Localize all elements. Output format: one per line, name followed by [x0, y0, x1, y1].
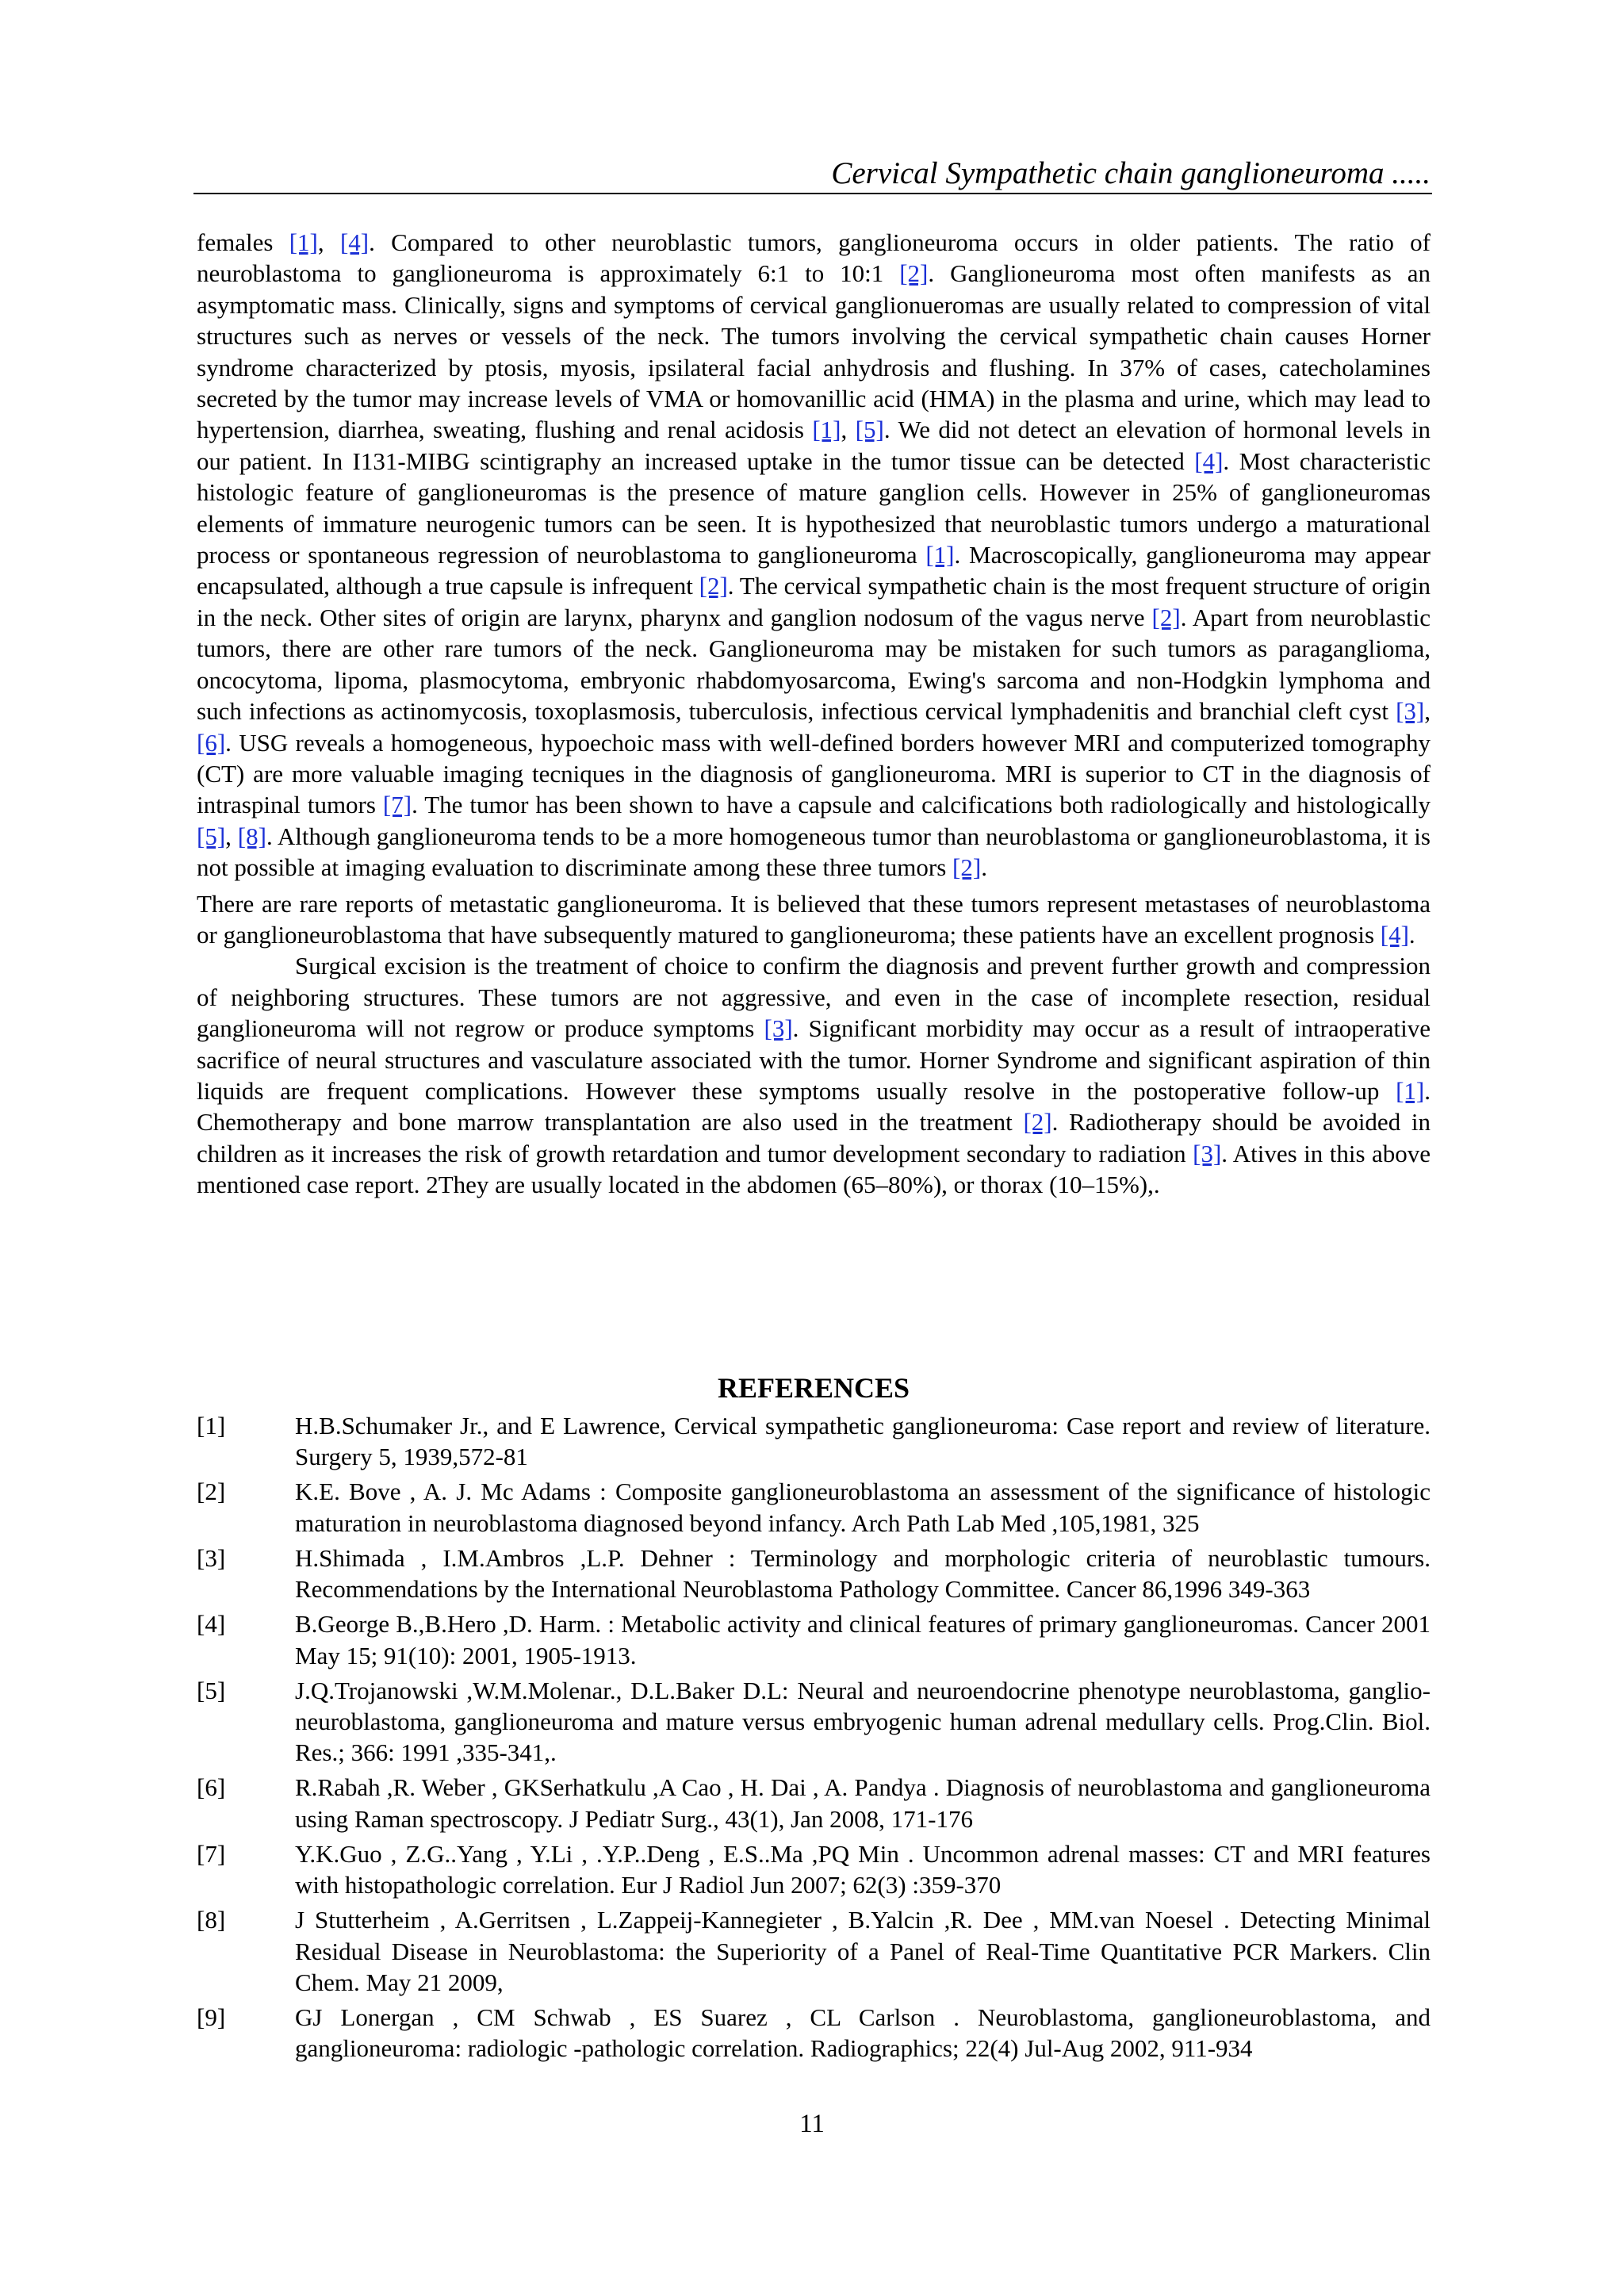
reference-text: J.Q.Trojanowski ,W.M.Molenar., D.L.Baker D.L: Neural and neuroendocrine phenotype neuroblastoma, ganglio-neuroblastoma, ganglioneuroma and mature versus embryogenic human adrenal medullary cells. Prog.Clin. Biol. Res.; 366: 1991 ,335-341,.	[295, 1676, 1431, 1767]
reference-item	[197, 1675, 1431, 1769]
body-text	[197, 227, 1431, 1201]
reference-text: H.Shimada , I.M.Ambros ,L.P. Dehner : Terminology and morphologic criteria of neuroblastic tumours. Recommendations by the International Neuroblastoma Pathology Committee. Cancer 86,1996 349-363	[295, 1543, 1431, 1604]
page-number: 11	[799, 2110, 825, 2138]
body-paragraph: Surgical excision is the treatment of choice to confirm the diagnosis and prevent further growth and compression of neighboring structures. These tumors are not aggressive, and even in the case of incomplete resection, residual ganglioneuroma will not regrow or produce symptoms [3]. Significant morbidity may occur as a result of intraoperative sacrifice of neural structures and vasculature associated with the tumor. Horner Syndrome and significant aspiration of thin liquids are frequent complications. However these symptoms usually resolve in the postoperative follow-up [1]. Chemotherapy and bone marrow transplantation are also used in the treatment [2]. Radiotherapy should be avoided in children as it increases the risk of growth retardation and tumor development secondary to radiation [3]. Atives in this above mentioned case report. 2They are usually located in the abdomen (65–80%), or thorax (10–15%),.	[197, 952, 1431, 1199]
references-heading: REFERENCES	[717, 1372, 910, 1404]
reference-text: J Stutterheim , A.Gerritsen , L.Zappeij-Kannegieter , B.Yalcin ,R. Dee , MM.van Noesel . Detecting Minimal Residual Disease in Neuroblastoma: the Superiority of a Panel of Real-Time Quantitative PCR Markers. Clin Chem. May 21 2009,	[295, 1906, 1431, 1997]
citation-link[interactable]: [3]	[1396, 697, 1425, 726]
reference-item	[197, 1476, 1431, 1539]
citation-link[interactable]: [5]	[855, 416, 884, 444]
citation-link[interactable]: [6]	[197, 728, 226, 757]
citation-link[interactable]: [4]	[1194, 447, 1224, 475]
reference-list	[197, 1410, 1431, 2064]
citation-link[interactable]: [2]	[899, 259, 929, 288]
citation-link[interactable]: [2]	[1151, 603, 1181, 631]
citation-link[interactable]: [2]	[952, 853, 982, 882]
reference-number: [6]	[197, 1773, 226, 1802]
citation-link[interactable]: [1]	[812, 416, 841, 444]
citation-link[interactable]: [1]	[925, 541, 955, 569]
reference-number: [8]	[197, 1906, 226, 1934]
reference-item	[197, 1543, 1431, 1605]
reference-number: [4]	[197, 1610, 226, 1639]
reference-item	[197, 1608, 1431, 1671]
reference-text: Y.K.Guo , Z.G..Yang , Y.Li , .Y.P..Deng , E.S..Ma ,PQ Min . Uncommon adrenal masses: CT and MRI features with histopathologic correlation. Eur J Radiol Jun 2007; 62(3) :359-370	[295, 1839, 1431, 1899]
citation-link[interactable]: [7]	[382, 791, 412, 819]
citation-link[interactable]: [5]	[197, 822, 226, 850]
citation-link[interactable]: [1]	[1396, 1076, 1425, 1105]
reference-number: [5]	[197, 1676, 226, 1704]
reference-item	[197, 2002, 1431, 2064]
reference-number: [7]	[197, 1839, 226, 1868]
reference-text: H.B.Schumaker Jr., and E Lawrence, Cervical sympathetic ganglioneuroma: Case report and review of literature. Surgery 5, 1939,572-81	[295, 1412, 1431, 1471]
body-paragraph: females [1], [4]. Compared to other neuroblastic tumors, ganglioneuroma occurs in older patients. The ratio of neuroblastoma to ganglioneuroma is approximately 6:1 to 10:1 [2]. Ganglioneuroma most often manifests as an asymptomatic mass. Clinically, signs and symptoms of cervical ganglionueromas are usually related to compression of vital structures such as nerves or vessels of the neck. The tumors involving the cervical sympathetic chain causes Horner syndrome characterized by ptosis, myosis, ipsilateral facial anhydrosis and flushing. In 37% of cases, catecholamines secreted by the tumor may increase levels of VMA or homovanillic acid (HMA) in the plasma and urine, which may lead to hypertension, diarrhea, sweating, flushing and renal acidosis [1], [5]. We did not detect an elevation of hormonal levels in our patient. In I131-MIBG scintigraphy an increased uptake in the tumor tissue can be detected [4]. Most characteristic histologic feature of ganglioneuromas is the presence of mature ganglion cells. However in 25% of ganglioneuromas elements of immature neurogenic tumors can be seen. It is hypothesized that neuroblastic tumors undergo a maturational process or spontaneous regression of neuroblastoma to ganglioneuroma [1]. Macroscopically, ganglioneuroma may appear encapsulated, although a true capsule is infrequent [2]. The cervical sympathetic chain is the most frequent structure of origin in the neck. Other sites of origin are larynx, pharynx and ganglion nodosum of the vagus nerve [2]. Apart from neuroblastic tumors, there are other rare tumors of the neck. Ganglioneuroma may be mistaken for such tumors as paraganglioma, oncocytoma, lipoma, plasmocytoma, embryonic rhabdomyosarcoma, Ewing's sarcoma and non-Hodgkin lymphoma and such infections as actinomycosis, toxoplasmosis, tuberculosis, infectious cervical lymphadenitis and branchial cleft cyst [3], [6]. USG reveals a homogeneous, hypoechoic mass with well-defined borders however MRI and computerized tomography (CT) are more valuable imaging tecniques in the diagnosis of ganglioneuroma. MRI is superior to CT in the diagnosis of intraspinal tumors [7]. The tumor has been shown to have a capsule and calcifications both radiologically and histologically [5], [8]. Although ganglioneuroma tends to be a more homogeneous tumor than neuroblastoma or ganglioneuroblastoma, it is not possible at imaging evaluation to discriminate among these three tumors [2].	[197, 228, 1431, 882]
citation-link[interactable]: [8]	[237, 822, 266, 850]
citation-link[interactable]: [1]	[289, 228, 318, 256]
running-header-title: Cervical Sympathetic chain ganglioneuroma .....	[831, 156, 1431, 190]
reference-text: B.George B.,B.Hero ,D. Harm. : Metabolic activity and clinical features of primary ganglioneuromas. Cancer 2001 May 15; 91(10): 2001, 1905-1913.	[295, 1610, 1431, 1669]
body-paragraph: There are rare reports of metastatic ganglioneuroma. It is believed that these tumors represent metastases of neuroblastoma or ganglioneuroblastoma that have subsequently matured to ganglioneuroma; these patients have an excellent prognosis [4].	[197, 889, 1431, 949]
citation-link[interactable]: [3]	[1193, 1139, 1222, 1167]
reference-text: K.E. Bove , A. J. Mc Adams : Composite ganglioneuroblastoma an assessment of the significance of histologic maturation in neuroblastoma diagnosed beyond infancy. Arch Path Lab Med ,105,1981, 325	[295, 1478, 1431, 1537]
reference-item	[197, 1904, 1431, 1998]
reference-number: [2]	[197, 1478, 226, 1506]
reference-text: GJ Lonergan , CM Schwab , ES Suarez , CL Carlson . Neuroblastoma, ganglioneuroblastoma, and ganglioneuroma: radiologic -pathologic correlation. Radiographics; 22(4) Jul-Aug 2002, 911-934	[295, 2003, 1431, 2063]
reference-item	[197, 1410, 1431, 1473]
citation-link[interactable]: [4]	[339, 228, 370, 256]
citation-link[interactable]: [4]	[1380, 920, 1409, 949]
reference-number: [1]	[197, 1412, 226, 1439]
reference-text: R.Rabah ,R. Weber , GKSerhatkulu ,A Cao , H. Dai , A. Pandya . Diagnosis of neuroblastoma and ganglioneuroma using Raman spectroscopy. J Pediatr Surg., 43(1), Jan 2008, 171-176	[295, 1773, 1431, 1833]
running-header	[193, 155, 1432, 194]
reference-item	[197, 1838, 1431, 1901]
citation-link[interactable]: [2]	[699, 572, 728, 600]
citation-link[interactable]: [3]	[764, 1014, 793, 1043]
citation-link[interactable]: [2]	[1023, 1108, 1052, 1137]
reference-item	[197, 1772, 1431, 1834]
reference-number: [3]	[197, 1543, 226, 1572]
reference-number: [9]	[197, 2003, 226, 2032]
